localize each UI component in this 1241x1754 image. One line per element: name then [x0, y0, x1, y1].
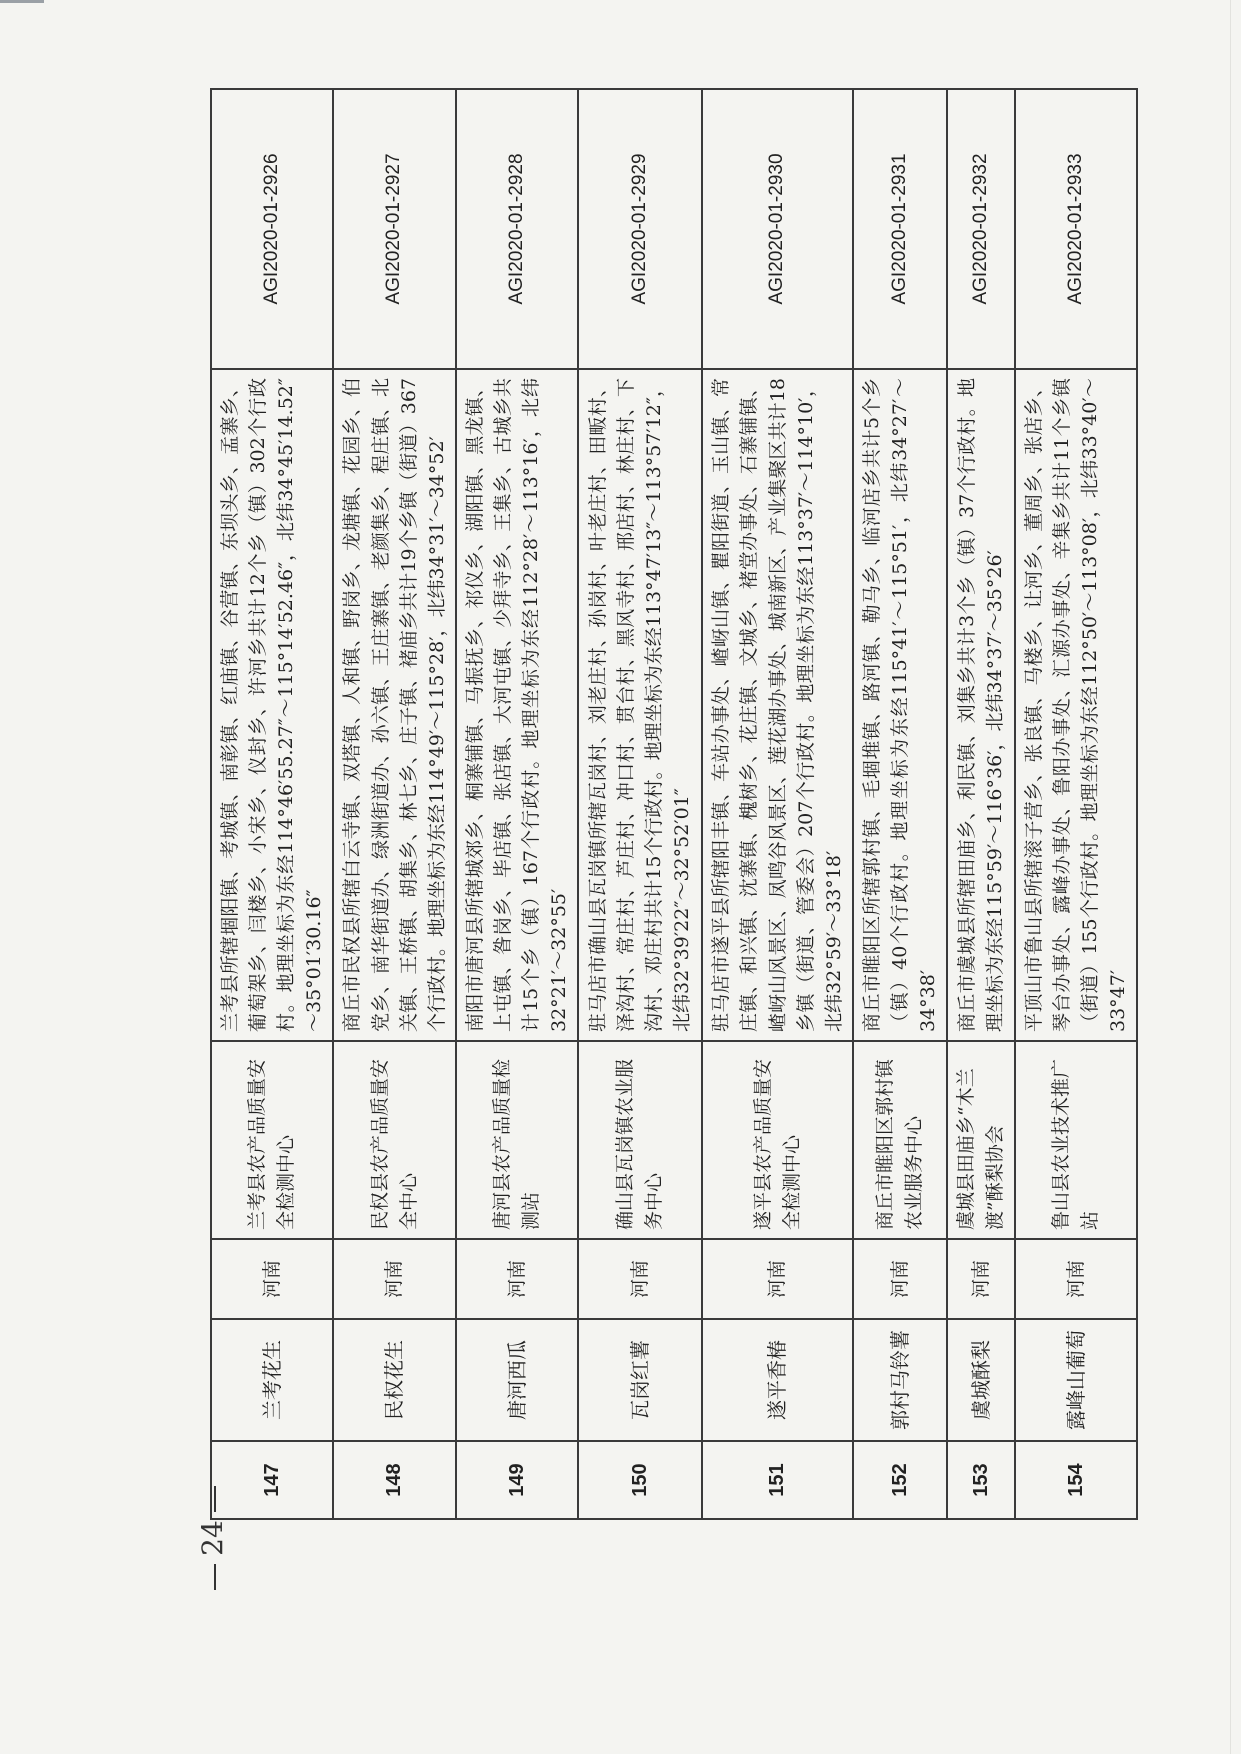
province: 河南: [947, 1239, 1015, 1319]
applicant-org: 虞城县田庙乡“木兰渡”酥梨协会: [947, 1041, 1015, 1239]
registration-code: AGI2020-01-2931: [853, 89, 947, 369]
page-number-dash-left: [214, 1564, 216, 1590]
product-name: 郭村马铃薯: [853, 1319, 947, 1441]
table-row: [947, 89, 1015, 1519]
row-number: 151: [702, 1441, 853, 1519]
rotated-table-container: [210, 90, 1130, 1520]
registration-code: AGI2020-01-2929: [578, 89, 702, 369]
product-name: 露峰山葡萄: [1015, 1319, 1137, 1441]
province: 河南: [702, 1239, 853, 1319]
protected-area: 兰考县所辖堌阳镇、考城镇、南彰镇、红庙镇、谷营镇、东坝头乡、孟寨乡、葡萄架乡、闫楼乡、小宋乡、仪封乡、许河乡共计12个乡（镇）302个行政村。地理坐标为东经114°46′55.27″～115°14′52.46″，北纬34°45′14.52″～35°01′30.16″: [211, 369, 333, 1041]
applicant-org: 民权县农产品质量安全中心: [333, 1041, 455, 1239]
table-row: [456, 89, 578, 1519]
province: 河南: [853, 1239, 947, 1319]
province: 河南: [578, 1239, 702, 1319]
registration-code: AGI2020-01-2928: [456, 89, 578, 369]
province: 河南: [456, 1239, 578, 1319]
protected-area: 平顶山市鲁山县所辖滚子营乡、张良镇、马楼乡、让河乡、董周乡、张店乡、琴台办事处、露峰办事处、鲁阳办事处、汇源办事处、辛集乡共计11个乡镇（街道）155个行政村。地理坐标为东经112°50′～113°08′，北纬33°40′～33°47′: [1015, 369, 1137, 1041]
product-name: 遂平香椿: [702, 1319, 853, 1441]
applicant-org: 遂平县农产品质量安全检测中心: [702, 1041, 853, 1239]
table-row: [211, 89, 333, 1519]
applicant-org: 鲁山县农业技术推广站: [1015, 1041, 1137, 1239]
protected-area: 商丘市睢阳区所辖郭村镇、毛堌堆镇、路河镇、勒马乡、临河店乡共计5个乡（镇）40个行政村。地理坐标为东经115°41′～115°51′，北纬34°27′～34°38′: [853, 369, 947, 1041]
protected-area: 驻马店市遂平县所辖阳丰镇、车站办事处、嵖岈山镇、瞿阳街道、玉山镇、常庄镇、和兴镇、沈寨镇、槐树乡、花庄镇、文城乡、褚堂办事处、石寨铺镇、嵖岈山风景区、凤鸣谷风景区、莲花湖办事处、城南新区、产业集聚区共计18乡镇（街道、管委会）207个行政村。地理坐标为东经113°37′～114°10′，北纬32°59′～33°18′: [702, 369, 853, 1041]
product-name: 虞城酥梨: [947, 1319, 1015, 1441]
row-number: 152: [853, 1441, 947, 1519]
page-number-value: 24: [196, 1520, 229, 1556]
applicant-org: 商丘市睢阳区郭村镇农业服务中心: [853, 1041, 947, 1239]
table-row: [702, 89, 853, 1519]
page-edge-line: [1230, 0, 1231, 1754]
product-name: 瓦岗红薯: [578, 1319, 702, 1441]
province: 河南: [211, 1239, 333, 1319]
row-number: 147: [211, 1441, 333, 1519]
table-row: [578, 89, 702, 1519]
applicant-org: 唐河县农产品质量检测站: [456, 1041, 578, 1239]
registration-code: AGI2020-01-2926: [211, 89, 333, 369]
province: 河南: [1015, 1239, 1137, 1319]
row-number: 149: [456, 1441, 578, 1519]
registration-code: AGI2020-01-2932: [947, 89, 1015, 369]
protected-area: 商丘市虞城县所辖田庙乡、利民镇、刘集乡共计3个乡（镇）37个行政村。地理坐标为东经115°59′～116°36′，北纬34°37′～35°26′: [947, 369, 1015, 1041]
table-row: [1015, 89, 1137, 1519]
province: 河南: [333, 1239, 455, 1319]
page-number-dash-right: [214, 1486, 216, 1512]
protected-area: 驻马店市确山县瓦岗镇所辖瓦岗村、刘老庄村、孙岗村、叶老庄村、田畈村、泽沟村、常庄村、芦庄村、冲口村、贯台村、黑风寺村、邢店村、林庄村、下沟村、邓庄村共计15个行政村。地理坐标为东经113°47′13″～113°57′12″，北纬32°39′22″～32°52′01″: [578, 369, 702, 1041]
row-number: 153: [947, 1441, 1015, 1519]
product-name: 兰考花生: [211, 1319, 333, 1441]
row-number: 150: [578, 1441, 702, 1519]
gi-products-table: [210, 88, 1138, 1520]
row-number: 154: [1015, 1441, 1137, 1519]
applicant-org: 兰考县农产品质量安全检测中心: [211, 1041, 333, 1239]
applicant-org: 确山县瓦岗镇农业服务中心: [578, 1041, 702, 1239]
product-name: 民权花生: [333, 1319, 455, 1441]
protected-area: 南阳市唐河县所辖城郊乡、桐寨铺镇、马振抚乡、祁仪乡、湖阳镇、黑龙镇、上屯镇、昝岗乡、毕店镇、张店镇、大河屯镇、少拜寺乡、王集乡、古城乡共计15个乡（镇）167个行政村。地理坐标为东经112°28′～113°16′，北纬32°21′～32°55′: [456, 369, 578, 1041]
table-row: [333, 89, 455, 1519]
row-number: 148: [333, 1441, 455, 1519]
protected-area: 商丘市民权县所辖白云寺镇、双塔镇、人和镇、野岗乡、龙塘镇、花园乡、伯党乡、南华街道办、绿洲街道办、孙六镇、王庄寨镇、老颜集乡、程庄镇、北关镇、王桥镇、胡集乡、林七乡、庄子镇、褚庙乡共计19个乡镇（街道）367个行政村。地理坐标为东经114°49′～115°28′，北纬34°31′～34°52′: [333, 369, 455, 1041]
scan-edge-mark: [0, 0, 44, 3]
registration-code: AGI2020-01-2930: [702, 89, 853, 369]
registration-code: AGI2020-01-2933: [1015, 89, 1137, 369]
table-row: [853, 89, 947, 1519]
product-name: 唐河西瓜: [456, 1319, 578, 1441]
registration-code: AGI2020-01-2927: [333, 89, 455, 369]
page-number: [188, 1463, 238, 1613]
